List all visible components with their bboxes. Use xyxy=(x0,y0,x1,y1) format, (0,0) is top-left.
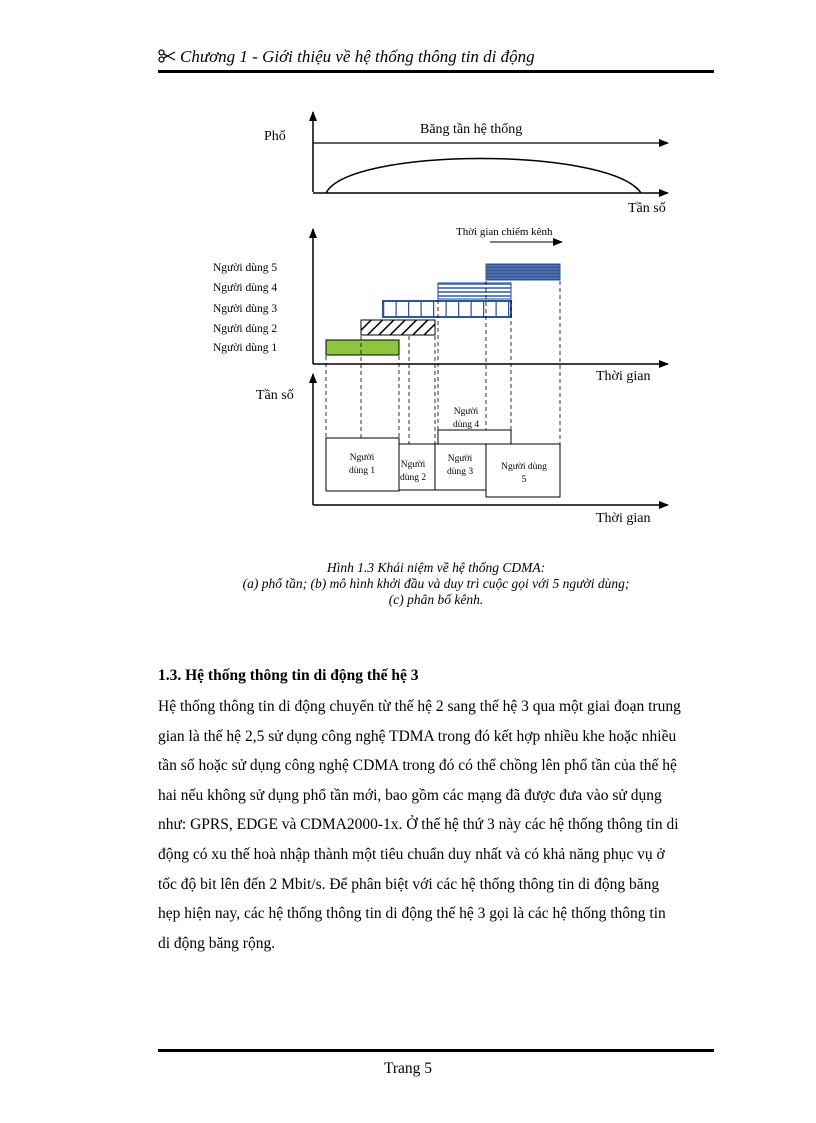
user5-box-label-2: 5 xyxy=(521,475,527,485)
body-line: như: GPRS, EDGE và CDMA2000-1x. Ở thế hệ thứ 3 này các hệ thống thông tin di xyxy=(158,816,679,834)
user5-box-label-1: Người dùng xyxy=(501,462,547,472)
user2-bar xyxy=(361,320,435,335)
user1-box-label-1: Người xyxy=(349,453,375,463)
user-label-3: Người dùng 3 xyxy=(213,303,278,315)
timing-time-label: Thời gian xyxy=(596,369,651,384)
user-label-2: Người dùng 2 xyxy=(213,323,278,335)
user3-box-label-1: Người xyxy=(447,454,473,464)
user3-box-label-2: dùng 3 xyxy=(446,467,474,477)
caption-line-1: Hình 1.3 Khái niệm về hệ thống CDMA: xyxy=(326,560,546,575)
user5-bar xyxy=(486,264,560,280)
user-label-1: Người dùng 1 xyxy=(213,342,278,354)
user2-box-label-2: dùng 2 xyxy=(399,473,427,483)
spectrum-diagram xyxy=(264,112,668,216)
caption-line-2: (a) phổ tần; (b) mô hình khởi đầu và duy trì cuộc gọi với 5 người dùng; xyxy=(242,576,630,591)
alloc-time-label: Thời gian xyxy=(596,511,651,526)
user4-bar xyxy=(438,283,511,299)
footer-rule xyxy=(158,1049,714,1052)
alloc-y-label: Tần số xyxy=(256,388,294,403)
body-line: tốc độ bit lên đến 2 Mbit/s. Để phân biệt với các hệ thống thông tin di động băng xyxy=(158,875,660,893)
band-label: Băng tần hệ thống xyxy=(420,122,523,137)
user3-bar xyxy=(383,301,511,317)
spectrum-x-label: Tần số xyxy=(628,201,666,216)
user4-box-label-2: dùng 4 xyxy=(452,420,480,430)
user-label-4: Người dùng 4 xyxy=(213,282,278,294)
user1-box-label-2: dùng 1 xyxy=(348,466,376,476)
timing-diagram xyxy=(213,226,668,444)
body-line: động có xu thế hoà nhập thành một tiêu chuẩn duy nhất và có khả năng phục vụ ở xyxy=(158,845,665,863)
body-line: Hệ thống thông tin di động chuyển từ thế hệ 2 sang thế hệ 3 qua một giai đoạn trung xyxy=(158,698,681,715)
body-line: hẹp hiện nay, các hệ thống thông tin di động thế hệ 3 gọi là các hệ thống thông tin xyxy=(158,905,666,923)
spectrum-curve xyxy=(326,159,641,194)
user4-box-label-1: Người xyxy=(453,407,479,417)
section-heading: 1.3. Hệ thống thông tin di động thế hệ 3 xyxy=(158,667,419,684)
caption-line-3: (c) phân bố kênh. xyxy=(388,592,484,607)
figure-caption xyxy=(158,560,714,608)
allocation-diagram xyxy=(256,374,668,526)
body-line: hai nếu không sử dụng phổ tần mới, bao gồm các mạng đã được đưa vào sử dụng xyxy=(158,786,662,804)
body-line: di động băng rộng. xyxy=(158,934,276,952)
body-line: gian là thế hệ 2,5 sử dụng công nghệ TDMA trong đó kết hợp nhiều khe hoặc nhiều xyxy=(158,727,677,745)
user1-bar xyxy=(326,340,399,355)
spectrum-y-label: Phổ xyxy=(264,129,286,144)
header-title: Chương 1 - Giới thiệu về hệ thống thông tin di động xyxy=(180,47,535,66)
page-number: Trang 5 xyxy=(383,1060,433,1077)
body-line: tần số hoặc sử dụng công nghệ CDMA trong đó có thể chồng lên phổ tần của thế hệ xyxy=(158,757,677,775)
user-label-5: Người dùng 5 xyxy=(213,262,278,274)
user2-box-label-1: Người xyxy=(400,460,426,470)
section-body xyxy=(158,696,714,962)
user1-box xyxy=(326,438,399,491)
channel-time-label: Thời gian chiếm kênh xyxy=(456,226,553,238)
